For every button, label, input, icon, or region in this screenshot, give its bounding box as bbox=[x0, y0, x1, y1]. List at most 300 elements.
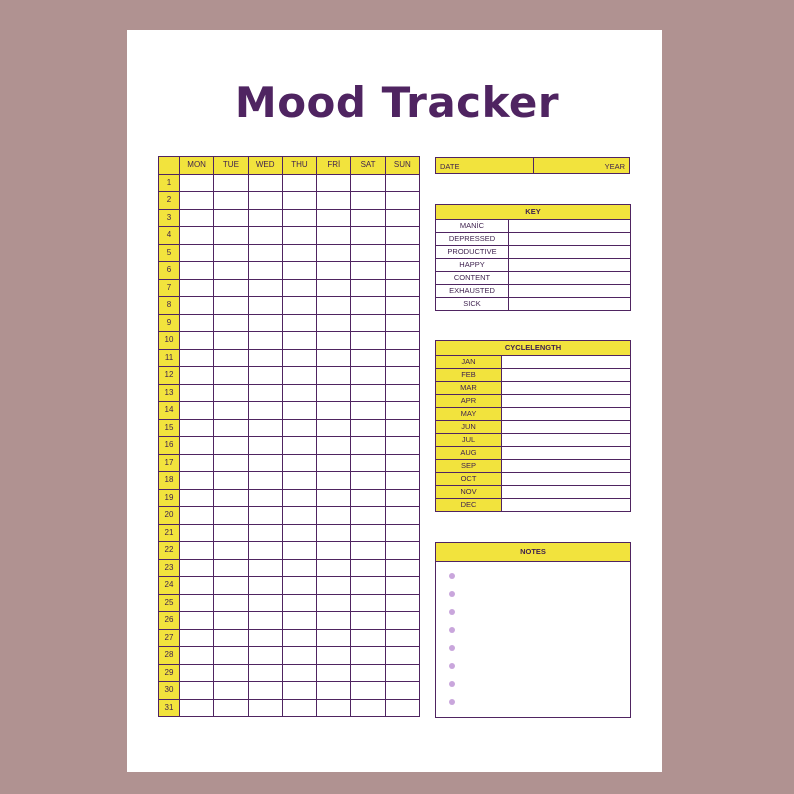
mood-cell[interactable] bbox=[385, 349, 419, 367]
mood-cell[interactable] bbox=[351, 419, 385, 437]
mood-cell[interactable] bbox=[351, 647, 385, 665]
mood-cell[interactable] bbox=[385, 454, 419, 472]
mood-cell[interactable] bbox=[214, 524, 248, 542]
day-number: 11 bbox=[159, 349, 180, 367]
mood-cell[interactable] bbox=[214, 664, 248, 682]
day-number: 29 bbox=[159, 664, 180, 682]
calendar-row bbox=[159, 244, 420, 262]
mood-cell[interactable] bbox=[180, 594, 214, 612]
calendar-row bbox=[159, 612, 420, 630]
mood-cell[interactable] bbox=[385, 367, 419, 385]
mood-cell[interactable] bbox=[214, 227, 248, 245]
day-header: MON bbox=[180, 157, 214, 175]
cycle-length-cell[interactable] bbox=[502, 499, 631, 512]
mood-cell[interactable] bbox=[248, 384, 282, 402]
mood-cell[interactable] bbox=[282, 419, 316, 437]
key-color-cell[interactable] bbox=[509, 285, 631, 298]
mood-cell[interactable] bbox=[180, 262, 214, 280]
mood-cell[interactable] bbox=[180, 559, 214, 577]
mood-cell[interactable] bbox=[385, 559, 419, 577]
mood-cell[interactable] bbox=[385, 664, 419, 682]
mood-cell[interactable] bbox=[214, 279, 248, 297]
mood-cell[interactable] bbox=[385, 244, 419, 262]
mood-cell[interactable] bbox=[317, 647, 351, 665]
mood-cell[interactable] bbox=[282, 524, 316, 542]
mood-cell[interactable] bbox=[180, 577, 214, 595]
mood-cell[interactable] bbox=[317, 332, 351, 350]
mood-cell[interactable] bbox=[248, 542, 282, 560]
mood-cell[interactable] bbox=[385, 594, 419, 612]
mood-cell[interactable] bbox=[317, 664, 351, 682]
mood-cell[interactable] bbox=[248, 594, 282, 612]
mood-cell[interactable] bbox=[282, 279, 316, 297]
mood-cell[interactable] bbox=[214, 682, 248, 700]
mood-cell[interactable] bbox=[385, 209, 419, 227]
mood-cell[interactable] bbox=[317, 612, 351, 630]
mood-cell[interactable] bbox=[317, 437, 351, 455]
mood-cell[interactable] bbox=[214, 542, 248, 560]
mood-cell[interactable] bbox=[214, 192, 248, 210]
mood-cell[interactable] bbox=[214, 472, 248, 490]
mood-cell[interactable] bbox=[282, 699, 316, 717]
note-bullet bbox=[449, 591, 455, 597]
corner-cell bbox=[159, 157, 180, 175]
mood-cell[interactable] bbox=[282, 629, 316, 647]
mood-cell[interactable] bbox=[317, 174, 351, 192]
mood-cell[interactable] bbox=[385, 612, 419, 630]
mood-cell[interactable] bbox=[282, 244, 316, 262]
mood-cell[interactable] bbox=[248, 559, 282, 577]
mood-cell[interactable] bbox=[214, 577, 248, 595]
cycle-length-cell[interactable] bbox=[502, 356, 631, 369]
mood-cell[interactable] bbox=[317, 472, 351, 490]
cycle-length-cell[interactable] bbox=[502, 473, 631, 486]
day-number: 13 bbox=[159, 384, 180, 402]
mood-cell[interactable] bbox=[180, 209, 214, 227]
mood-cell[interactable] bbox=[385, 314, 419, 332]
mood-cell[interactable] bbox=[248, 629, 282, 647]
mood-cell[interactable] bbox=[317, 297, 351, 315]
mood-cell[interactable] bbox=[248, 227, 282, 245]
mood-cell[interactable] bbox=[180, 297, 214, 315]
cycle-row bbox=[436, 460, 631, 473]
mood-cell[interactable] bbox=[214, 629, 248, 647]
day-number: 18 bbox=[159, 472, 180, 490]
mood-cell[interactable] bbox=[351, 524, 385, 542]
mood-cell[interactable] bbox=[351, 682, 385, 700]
mood-cell[interactable] bbox=[317, 594, 351, 612]
mood-cell[interactable] bbox=[180, 699, 214, 717]
mood-cell[interactable] bbox=[248, 647, 282, 665]
mood-cell[interactable] bbox=[180, 524, 214, 542]
mood-cell[interactable] bbox=[351, 227, 385, 245]
calendar-row bbox=[159, 524, 420, 542]
mood-cell[interactable] bbox=[282, 367, 316, 385]
mood-cell[interactable] bbox=[214, 594, 248, 612]
calendar-row bbox=[159, 454, 420, 472]
mood-cell[interactable] bbox=[351, 454, 385, 472]
cycle-row bbox=[436, 408, 631, 421]
mood-cell[interactable] bbox=[385, 174, 419, 192]
mood-cell[interactable] bbox=[214, 647, 248, 665]
mood-cell[interactable] bbox=[248, 472, 282, 490]
mood-cell[interactable] bbox=[317, 227, 351, 245]
day-number: 7 bbox=[159, 279, 180, 297]
mood-cell[interactable] bbox=[351, 699, 385, 717]
mood-cell[interactable] bbox=[385, 262, 419, 280]
mood-cell[interactable] bbox=[248, 349, 282, 367]
mood-cell[interactable] bbox=[317, 629, 351, 647]
day-number: 12 bbox=[159, 367, 180, 385]
cycle-length-cell[interactable] bbox=[502, 460, 631, 473]
mood-cell[interactable] bbox=[282, 402, 316, 420]
mood-cell[interactable] bbox=[351, 244, 385, 262]
mood-cell[interactable] bbox=[385, 192, 419, 210]
mood-cell[interactable] bbox=[214, 297, 248, 315]
mood-cell[interactable] bbox=[385, 297, 419, 315]
mood-cell[interactable] bbox=[351, 332, 385, 350]
mood-cell[interactable] bbox=[385, 472, 419, 490]
day-number: 24 bbox=[159, 577, 180, 595]
cycle-length-cell[interactable] bbox=[502, 382, 631, 395]
mood-cell[interactable] bbox=[317, 384, 351, 402]
key-label: SICK bbox=[436, 298, 509, 311]
page-title: Mood Tracker bbox=[234, 78, 560, 127]
calendar-row bbox=[159, 174, 420, 192]
mood-cell[interactable] bbox=[214, 209, 248, 227]
mood-cell[interactable] bbox=[385, 629, 419, 647]
mood-cell[interactable] bbox=[385, 332, 419, 350]
calendar-row bbox=[159, 349, 420, 367]
mood-cell[interactable] bbox=[248, 664, 282, 682]
note-bullet bbox=[449, 699, 455, 705]
mood-cell[interactable] bbox=[351, 297, 385, 315]
mood-cell[interactable] bbox=[248, 419, 282, 437]
cycle-length-cell[interactable] bbox=[502, 369, 631, 382]
mood-cell[interactable] bbox=[248, 437, 282, 455]
mood-cell[interactable] bbox=[351, 472, 385, 490]
day-number: 4 bbox=[159, 227, 180, 245]
mood-cell[interactable] bbox=[248, 174, 282, 192]
day-number: 23 bbox=[159, 559, 180, 577]
mood-cell[interactable] bbox=[248, 244, 282, 262]
day-number: 28 bbox=[159, 647, 180, 665]
mood-cell[interactable] bbox=[180, 489, 214, 507]
cycle-row bbox=[436, 395, 631, 408]
mood-cell[interactable] bbox=[248, 192, 282, 210]
key-label: HAPPY bbox=[436, 259, 509, 272]
mood-cell[interactable] bbox=[248, 489, 282, 507]
mood-cell[interactable] bbox=[282, 437, 316, 455]
mood-cell[interactable] bbox=[385, 419, 419, 437]
calendar-row bbox=[159, 402, 420, 420]
mood-cell[interactable] bbox=[351, 594, 385, 612]
mood-cell[interactable] bbox=[385, 507, 419, 525]
mood-cell[interactable] bbox=[351, 507, 385, 525]
mood-cell[interactable] bbox=[248, 209, 282, 227]
mood-cell[interactable] bbox=[180, 192, 214, 210]
mood-cell[interactable] bbox=[317, 209, 351, 227]
key-color-cell[interactable] bbox=[509, 220, 631, 233]
mood-cell[interactable] bbox=[180, 419, 214, 437]
mood-cell[interactable] bbox=[214, 244, 248, 262]
mood-cell[interactable] bbox=[214, 174, 248, 192]
day-header: TUE bbox=[214, 157, 248, 175]
note-bullet bbox=[449, 609, 455, 615]
key-row bbox=[436, 298, 631, 311]
cycle-row bbox=[436, 356, 631, 369]
key-row bbox=[436, 233, 631, 246]
note-bullet bbox=[449, 663, 455, 669]
mood-cell[interactable] bbox=[180, 384, 214, 402]
mood-cell[interactable] bbox=[180, 437, 214, 455]
key-color-cell[interactable] bbox=[509, 298, 631, 311]
day-number: 1 bbox=[159, 174, 180, 192]
mood-cell[interactable] bbox=[351, 542, 385, 560]
mood-cell[interactable] bbox=[282, 489, 316, 507]
mood-cell[interactable] bbox=[282, 542, 316, 560]
calendar-row bbox=[159, 664, 420, 682]
mood-cell[interactable] bbox=[282, 612, 316, 630]
mood-cell[interactable] bbox=[282, 209, 316, 227]
cycle-length-cell[interactable] bbox=[502, 434, 631, 447]
mood-cell[interactable] bbox=[214, 332, 248, 350]
mood-cell[interactable] bbox=[180, 174, 214, 192]
mood-cell[interactable] bbox=[214, 262, 248, 280]
mood-cell[interactable] bbox=[385, 227, 419, 245]
mood-cell[interactable] bbox=[248, 699, 282, 717]
mood-cell[interactable] bbox=[180, 647, 214, 665]
calendar-row bbox=[159, 542, 420, 560]
mood-cell[interactable] bbox=[351, 437, 385, 455]
mood-cell[interactable] bbox=[282, 262, 316, 280]
mood-cell[interactable] bbox=[385, 402, 419, 420]
mood-cell[interactable] bbox=[214, 367, 248, 385]
mood-cell[interactable] bbox=[214, 437, 248, 455]
mood-cell[interactable] bbox=[180, 227, 214, 245]
mood-cell[interactable] bbox=[351, 279, 385, 297]
mood-cell[interactable] bbox=[317, 454, 351, 472]
mood-cell[interactable] bbox=[282, 384, 316, 402]
mood-cell[interactable] bbox=[248, 402, 282, 420]
mood-cell[interactable] bbox=[180, 314, 214, 332]
mood-cell[interactable] bbox=[317, 699, 351, 717]
mood-cell[interactable] bbox=[385, 699, 419, 717]
mood-cell[interactable] bbox=[351, 612, 385, 630]
mood-cell[interactable] bbox=[214, 314, 248, 332]
mood-cell[interactable] bbox=[282, 297, 316, 315]
mood-cell[interactable] bbox=[248, 279, 282, 297]
mood-cell[interactable] bbox=[317, 524, 351, 542]
cycle-length-cell[interactable] bbox=[502, 447, 631, 460]
mood-cell[interactable] bbox=[180, 664, 214, 682]
mood-calendar-grid bbox=[158, 156, 420, 717]
day-number: 21 bbox=[159, 524, 180, 542]
mood-cell[interactable] bbox=[180, 367, 214, 385]
cycle-length-table bbox=[435, 340, 631, 512]
mood-cell[interactable] bbox=[248, 367, 282, 385]
mood-cell[interactable] bbox=[351, 314, 385, 332]
mood-cell[interactable] bbox=[282, 559, 316, 577]
mood-cell[interactable] bbox=[214, 559, 248, 577]
day-number: 20 bbox=[159, 507, 180, 525]
mood-cell[interactable] bbox=[214, 349, 248, 367]
mood-cell[interactable] bbox=[385, 542, 419, 560]
mood-cell[interactable] bbox=[180, 402, 214, 420]
mood-cell[interactable] bbox=[351, 192, 385, 210]
mood-cell[interactable] bbox=[351, 559, 385, 577]
mood-cell[interactable] bbox=[180, 507, 214, 525]
mood-cell[interactable] bbox=[351, 629, 385, 647]
mood-cell[interactable] bbox=[214, 419, 248, 437]
mood-cell[interactable] bbox=[317, 244, 351, 262]
mood-cell[interactable] bbox=[214, 612, 248, 630]
mood-cell[interactable] bbox=[248, 682, 282, 700]
mood-cell[interactable] bbox=[282, 192, 316, 210]
day-number: 6 bbox=[159, 262, 180, 280]
mood-cell[interactable] bbox=[385, 682, 419, 700]
mood-cell[interactable] bbox=[317, 314, 351, 332]
mood-cell[interactable] bbox=[351, 174, 385, 192]
mood-cell[interactable] bbox=[351, 489, 385, 507]
mood-cell[interactable] bbox=[180, 629, 214, 647]
calendar-row bbox=[159, 279, 420, 297]
mood-cell[interactable] bbox=[317, 349, 351, 367]
mood-cell[interactable] bbox=[282, 472, 316, 490]
mood-cell[interactable] bbox=[317, 279, 351, 297]
mood-cell[interactable] bbox=[317, 367, 351, 385]
calendar-row bbox=[159, 367, 420, 385]
mood-cell[interactable] bbox=[180, 542, 214, 560]
mood-cell[interactable] bbox=[248, 507, 282, 525]
mood-cell[interactable] bbox=[351, 402, 385, 420]
mood-cell[interactable] bbox=[214, 384, 248, 402]
mood-cell[interactable] bbox=[317, 559, 351, 577]
note-bullet bbox=[449, 645, 455, 651]
key-label: DEPRESSED bbox=[436, 233, 509, 246]
key-color-cell[interactable] bbox=[509, 272, 631, 285]
mood-cell[interactable] bbox=[282, 227, 316, 245]
calendar-row bbox=[159, 489, 420, 507]
mood-cell[interactable] bbox=[248, 332, 282, 350]
mood-cell[interactable] bbox=[282, 577, 316, 595]
mood-cell[interactable] bbox=[214, 402, 248, 420]
day-header: SUN bbox=[385, 157, 419, 175]
calendar-row bbox=[159, 682, 420, 700]
mood-cell[interactable] bbox=[351, 367, 385, 385]
month-label: DEC bbox=[436, 499, 502, 512]
mood-cell[interactable] bbox=[214, 489, 248, 507]
mood-cell[interactable] bbox=[282, 454, 316, 472]
key-color-cell[interactable] bbox=[509, 246, 631, 259]
mood-cell[interactable] bbox=[180, 472, 214, 490]
calendar-row bbox=[159, 419, 420, 437]
day-number: 15 bbox=[159, 419, 180, 437]
mood-cell[interactable] bbox=[351, 349, 385, 367]
key-heading: KEY bbox=[436, 205, 631, 220]
mood-cell[interactable] bbox=[214, 507, 248, 525]
cycle-length-cell[interactable] bbox=[502, 395, 631, 408]
mood-cell[interactable] bbox=[180, 349, 214, 367]
mood-cell[interactable] bbox=[351, 384, 385, 402]
mood-cell[interactable] bbox=[248, 262, 282, 280]
day-header: SAT bbox=[351, 157, 385, 175]
mood-cell[interactable] bbox=[248, 524, 282, 542]
mood-cell[interactable] bbox=[282, 664, 316, 682]
mood-cell[interactable] bbox=[351, 209, 385, 227]
mood-cell[interactable] bbox=[248, 314, 282, 332]
mood-cell[interactable] bbox=[282, 647, 316, 665]
mood-cell[interactable] bbox=[180, 612, 214, 630]
key-color-cell[interactable] bbox=[509, 233, 631, 246]
mood-cell[interactable] bbox=[180, 244, 214, 262]
mood-cell[interactable] bbox=[180, 279, 214, 297]
calendar-row bbox=[159, 577, 420, 595]
mood-cell[interactable] bbox=[282, 594, 316, 612]
mood-cell[interactable] bbox=[317, 489, 351, 507]
mood-cell[interactable] bbox=[180, 682, 214, 700]
mood-cell[interactable] bbox=[317, 682, 351, 700]
mood-cell[interactable] bbox=[282, 349, 316, 367]
mood-cell[interactable] bbox=[385, 279, 419, 297]
cycle-length-cell[interactable] bbox=[502, 486, 631, 499]
day-number: 9 bbox=[159, 314, 180, 332]
mood-cell[interactable] bbox=[248, 454, 282, 472]
month-label: FEB bbox=[436, 369, 502, 382]
cycle-row bbox=[436, 421, 631, 434]
mood-cell[interactable] bbox=[180, 332, 214, 350]
mood-cell[interactable] bbox=[214, 454, 248, 472]
calendar-row bbox=[159, 332, 420, 350]
mood-cell[interactable] bbox=[317, 262, 351, 280]
mood-cell[interactable] bbox=[214, 699, 248, 717]
mood-cell[interactable] bbox=[248, 577, 282, 595]
mood-cell[interactable] bbox=[282, 174, 316, 192]
mood-cell[interactable] bbox=[317, 192, 351, 210]
mood-cell[interactable] bbox=[282, 507, 316, 525]
cycle-length-cell[interactable] bbox=[502, 408, 631, 421]
mood-cell[interactable] bbox=[248, 297, 282, 315]
cycle-length-cell[interactable] bbox=[502, 421, 631, 434]
mood-cell[interactable] bbox=[248, 612, 282, 630]
mood-cell[interactable] bbox=[385, 489, 419, 507]
notes-heading: NOTES bbox=[436, 543, 630, 562]
mood-cell[interactable] bbox=[351, 664, 385, 682]
mood-cell[interactable] bbox=[317, 507, 351, 525]
mood-cell[interactable] bbox=[385, 437, 419, 455]
mood-cell[interactable] bbox=[282, 332, 316, 350]
mood-cell[interactable] bbox=[317, 542, 351, 560]
mood-cell[interactable] bbox=[317, 419, 351, 437]
mood-cell[interactable] bbox=[317, 402, 351, 420]
mood-cell[interactable] bbox=[385, 647, 419, 665]
mood-cell[interactable] bbox=[385, 384, 419, 402]
mood-cell[interactable] bbox=[385, 577, 419, 595]
mood-cell[interactable] bbox=[351, 577, 385, 595]
mood-cell[interactable] bbox=[385, 524, 419, 542]
day-number: 26 bbox=[159, 612, 180, 630]
mood-cell[interactable] bbox=[180, 454, 214, 472]
calendar-row bbox=[159, 507, 420, 525]
mood-cell[interactable] bbox=[351, 262, 385, 280]
mood-cell[interactable] bbox=[282, 682, 316, 700]
calendar-row bbox=[159, 594, 420, 612]
cycle-row bbox=[436, 473, 631, 486]
mood-cell[interactable] bbox=[317, 577, 351, 595]
key-color-cell[interactable] bbox=[509, 259, 631, 272]
day-number: 17 bbox=[159, 454, 180, 472]
mood-cell[interactable] bbox=[282, 314, 316, 332]
